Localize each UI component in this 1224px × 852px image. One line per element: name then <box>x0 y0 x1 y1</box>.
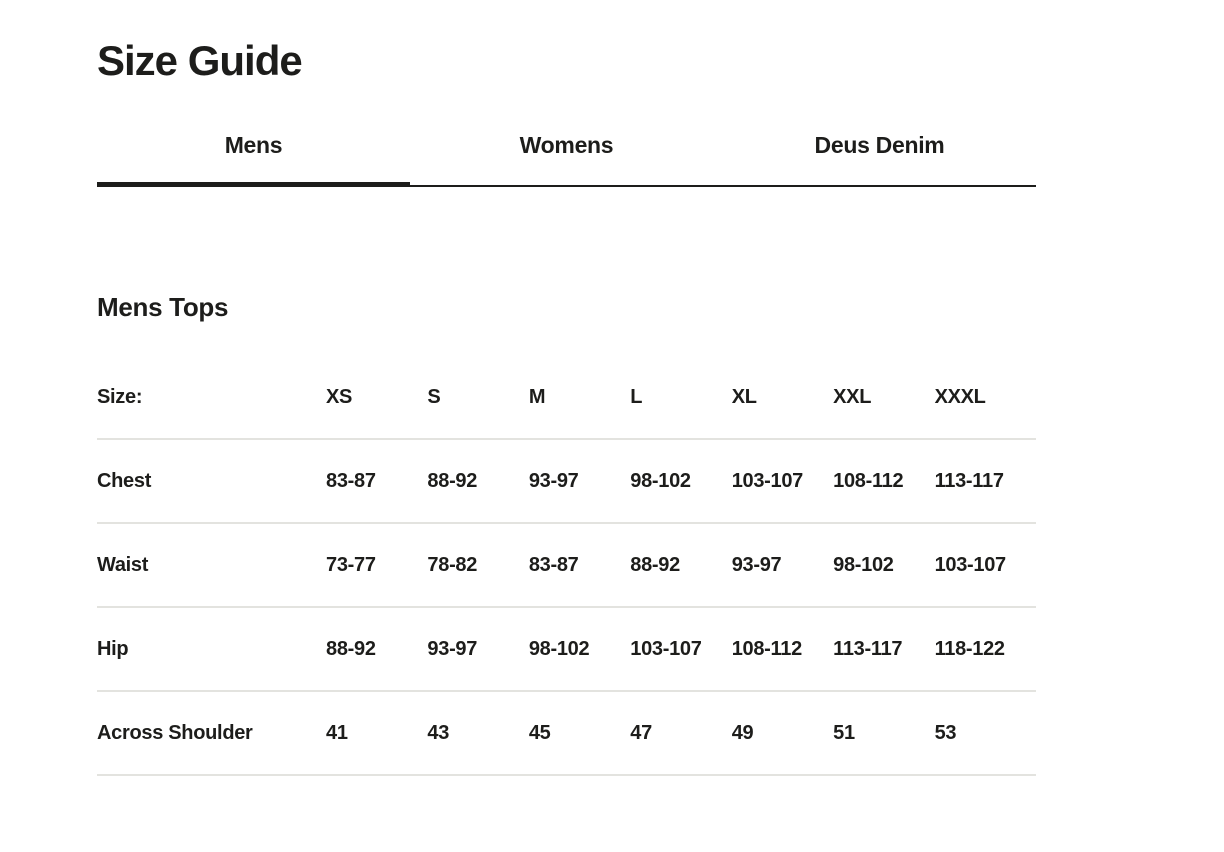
measurement-value: 108-112 <box>731 637 802 660</box>
tab-bar <box>97 132 1036 187</box>
tab-mens[interactable]: Mens <box>97 132 410 185</box>
measurement-value: 73-77 <box>326 553 376 576</box>
measurement-value: 88-92 <box>630 553 680 576</box>
measurement-value: 45 <box>528 721 551 744</box>
measurement-value: 98-102 <box>833 553 894 576</box>
table-row <box>97 524 1036 608</box>
measurement-value: 93-97 <box>731 553 782 576</box>
measurement-value: 41 <box>326 721 348 744</box>
size-header-label: Size: <box>97 385 143 408</box>
measurement-value: 88-92 <box>326 637 376 660</box>
measurement-value: 53 <box>934 721 957 744</box>
measurement-value: 51 <box>833 721 855 744</box>
size-column-header: XXXL <box>934 385 986 408</box>
size-column-header: L <box>630 385 643 408</box>
measurement-value: 49 <box>731 721 754 744</box>
tab-deus-denim[interactable]: Deus Denim <box>814 132 945 158</box>
measurement-value: 113-117 <box>934 469 1004 492</box>
size-table <box>97 356 1036 776</box>
measurement-label: Hip <box>97 637 129 660</box>
measurement-label: Chest <box>97 469 152 492</box>
measurement-value: 103-107 <box>731 469 804 492</box>
measurement-value: 103-107 <box>934 553 1006 576</box>
measurement-value: 93-97 <box>427 637 478 660</box>
measurement-value: 83-87 <box>528 553 579 576</box>
measurement-value: 43 <box>427 721 450 744</box>
size-column-header: XL <box>731 385 757 408</box>
tab-womens[interactable]: Womens <box>519 132 614 158</box>
size-column-header: S <box>427 385 441 408</box>
section-heading: Mens Tops <box>97 292 229 322</box>
measurement-value: 118-122 <box>934 637 1005 660</box>
measurement-value: 98-102 <box>630 469 691 492</box>
size-guide-content <box>97 0 1036 776</box>
table-header-row <box>97 356 1036 440</box>
table-row <box>97 440 1036 524</box>
measurement-value: 93-97 <box>528 469 579 492</box>
measurement-value: 103-107 <box>630 637 702 660</box>
table-row <box>97 608 1036 692</box>
measurement-label: Waist <box>97 553 149 576</box>
measurement-value: 113-117 <box>833 637 903 660</box>
measurement-value: 83-87 <box>326 469 376 492</box>
measurement-value: 47 <box>630 721 652 744</box>
size-column-header: XXL <box>833 385 872 408</box>
measurement-value: 108-112 <box>833 469 904 492</box>
table-row <box>97 692 1036 776</box>
measurement-value: 78-82 <box>427 553 478 576</box>
measurement-label: Across Shoulder <box>97 721 253 744</box>
size-column-header: M <box>528 385 546 408</box>
measurement-value: 98-102 <box>528 637 590 660</box>
page-title: Size Guide <box>97 37 302 84</box>
size-column-header: XS <box>326 385 353 408</box>
measurement-value: 88-92 <box>427 469 478 492</box>
